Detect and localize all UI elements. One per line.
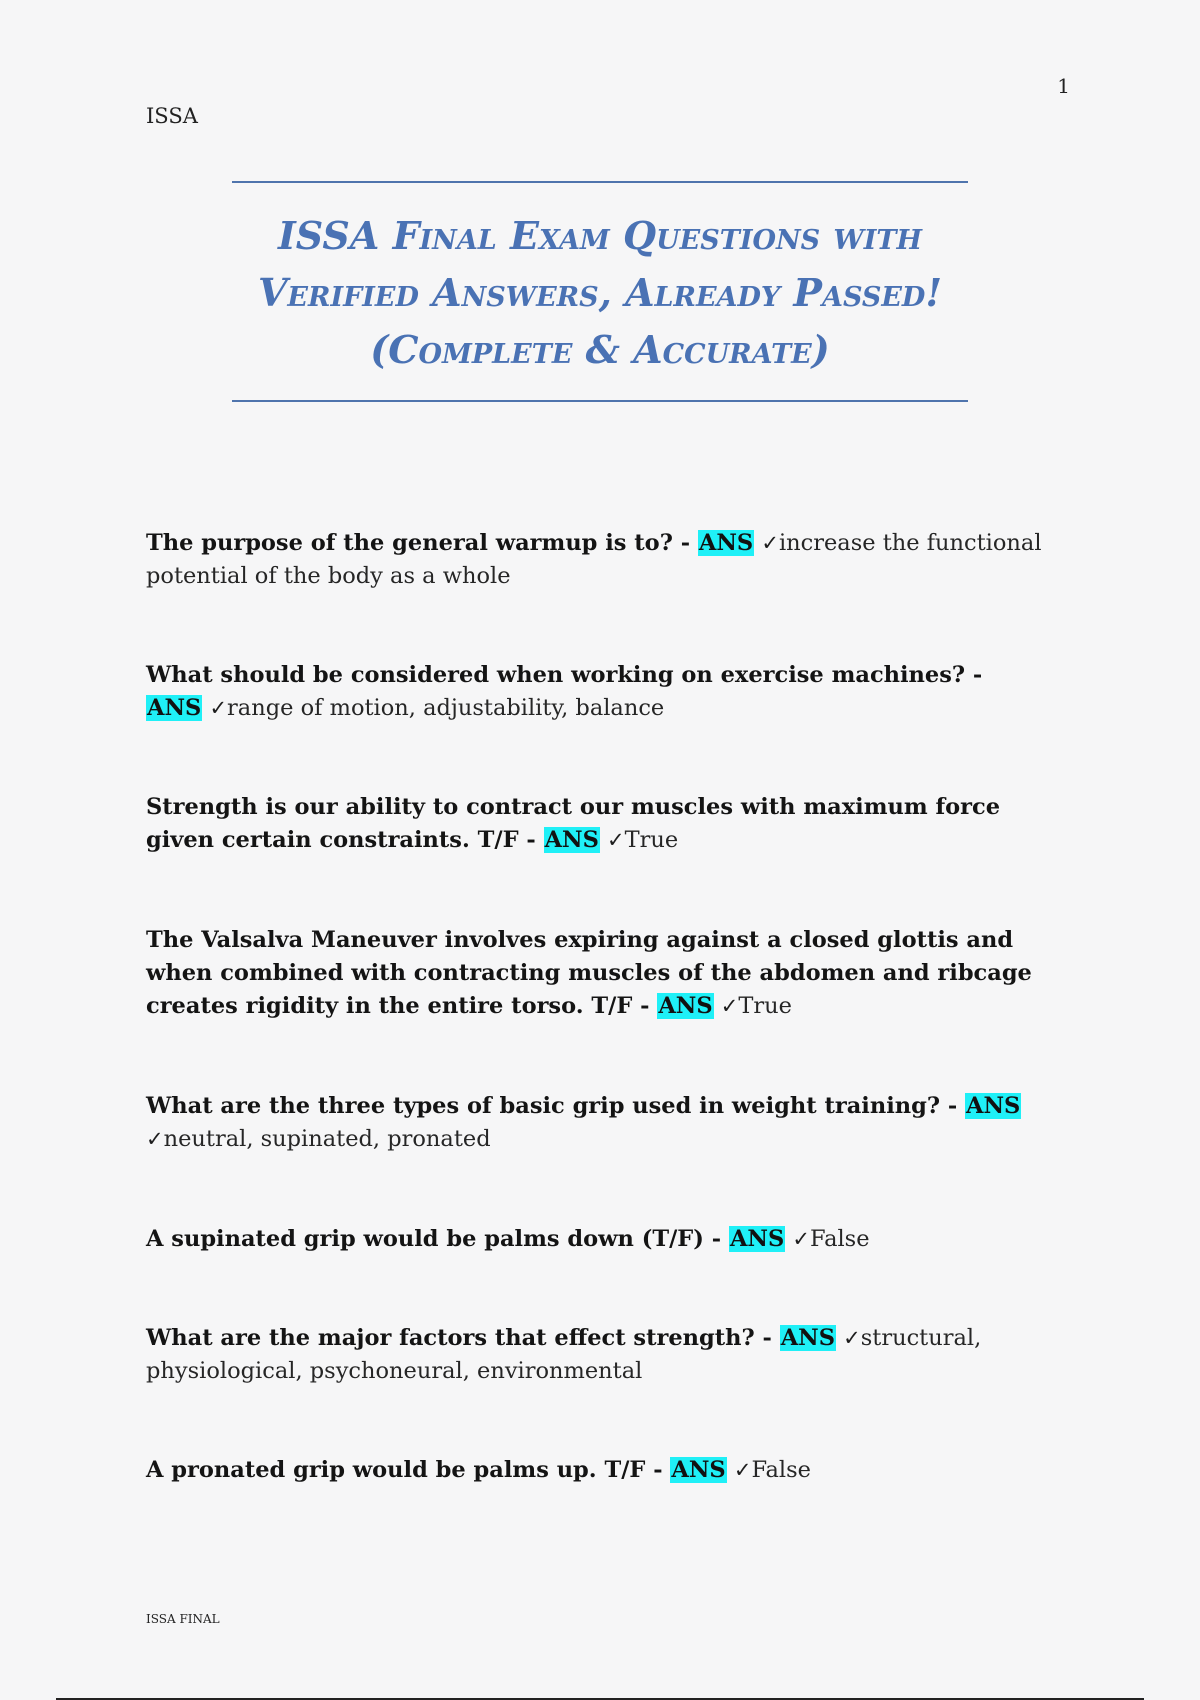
footer-text: ISSA FINAL	[146, 1612, 220, 1626]
title-line: Verified Answers, Already Passed!	[257, 270, 943, 315]
qa-item	[146, 1454, 1046, 1487]
title-line: (Complete & Accurate)	[370, 327, 830, 372]
question-text: Strength is our ability to contract our muscles with maximum force given certain constraints. T/F -	[146, 794, 1001, 853]
answer-text: neutral, supinated, pronated	[163, 1126, 491, 1152]
question-text: The Valsalva Maneuver involves expiring against a closed glottis and when combined with contracting muscles of the abdomen and ribcage creates rigidity in the entire torso. T/F -	[146, 927, 1032, 1019]
question-text: A supinated grip would be palms down (T/F) -	[146, 1226, 729, 1252]
ans-label: ANS	[966, 1093, 1021, 1119]
answer-text: False	[809, 1226, 870, 1252]
qa-item	[146, 659, 1046, 725]
checkmark-icon: ✓	[843, 1326, 861, 1350]
ans-label: ANS	[729, 1226, 785, 1252]
answer-text: True	[624, 827, 679, 853]
checkmark-icon: ✓	[720, 994, 739, 1018]
checkmark-icon: ✓	[733, 1458, 752, 1482]
ans-label: ANS	[658, 993, 713, 1019]
qa-item	[146, 1223, 1046, 1256]
header-text: ISSA	[146, 104, 198, 128]
ans-label: ANS	[780, 1325, 835, 1351]
page-number: 1	[1057, 74, 1070, 98]
answer-text: True	[738, 993, 792, 1019]
question-text: A pronated grip would be palms up. T/F -	[146, 1457, 671, 1483]
checkmark-icon: ✓	[607, 828, 625, 852]
qa-item	[146, 527, 1046, 593]
answer-text: False	[751, 1457, 811, 1483]
answer-text: range of motion, adjustability, balance	[227, 695, 665, 721]
question-text: What are the major factors that effect strength? -	[146, 1325, 780, 1351]
question-text: What are the three types of basic grip used in weight training? -	[146, 1093, 966, 1119]
qa-item	[146, 1090, 1046, 1156]
ans-label: ANS	[698, 530, 754, 556]
title-line: ISSA Final Exam Questions with	[278, 213, 922, 258]
document-title	[232, 181, 968, 402]
checkmark-icon: ✓	[146, 1127, 164, 1151]
question-text: The purpose of the general warmup is to? -	[146, 530, 698, 556]
checkmark-icon: ✓	[209, 696, 228, 720]
answer-text: increase the functional potential of the body as a whole	[146, 530, 1042, 589]
ans-label: ANS	[544, 827, 599, 853]
answer-text: structural, physiological, psychoneural, environmental	[146, 1325, 982, 1384]
question-text: What should be considered when working on exercise machines? -	[146, 662, 983, 688]
qa-item	[146, 1322, 1046, 1388]
ans-label: ANS	[147, 695, 202, 721]
qa-item	[146, 791, 1046, 857]
qa-item	[146, 924, 1046, 1023]
checkmark-icon: ✓	[761, 531, 779, 555]
ans-label: ANS	[671, 1457, 726, 1483]
checkmark-icon: ✓	[792, 1227, 810, 1251]
